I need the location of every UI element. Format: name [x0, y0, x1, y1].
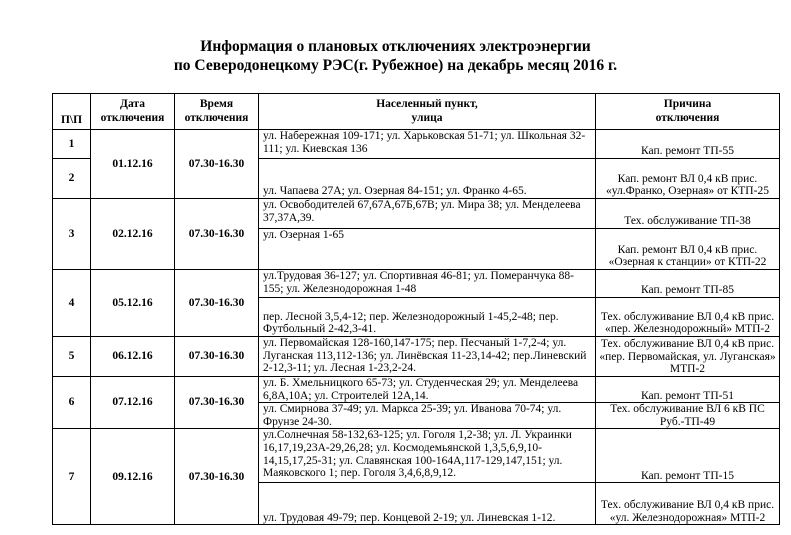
street-list: ул. Смирнова 37-49; ул. Маркса 25-39; ул. Иванова 70-74; ул. Фрунзе 24-30. — [259, 403, 596, 429]
outage-time: 07.30-16.30 — [175, 270, 259, 337]
table-header-row — [53, 94, 780, 130]
row-number: 5 — [53, 337, 91, 377]
row-number: 1 — [53, 130, 91, 159]
header-reason: Причина отключения — [596, 94, 780, 130]
street-list: ул. Озерная 1-65 — [259, 229, 596, 270]
header-time: Время отключения — [175, 94, 259, 130]
outage-date: 01.12.16 — [91, 130, 175, 199]
outage-date: 06.12.16 — [91, 337, 175, 377]
table-row — [53, 199, 780, 229]
outage-reason: Тех. обслуживание ВЛ 0,4 кВ прис. «ул. Железнодорожная» МТП-2 — [596, 483, 780, 525]
header-date: Дата отключения — [91, 94, 175, 130]
outage-reason: Тех. обслуживание ТП-38 — [596, 199, 780, 229]
header-number: П\П — [53, 94, 91, 130]
table-row — [53, 337, 780, 377]
table-row — [53, 130, 780, 159]
outage-time: 07.30-16.30 — [175, 337, 259, 377]
street-list: ул.Трудовая 36-127; ул. Спортивная 46-81; ул. Померанчука 88-155; ул. Железнодорожная 1-48 — [259, 270, 596, 298]
outage-reason: Тех. обслуживание ВЛ 0,4 кВ прис. «пер. Первомайская, ул. Луганская» МТП-2 — [596, 337, 780, 377]
street-list: ул. Чапаева 27А; ул. Озерная 84-151; ул. Франко 4-65. — [259, 159, 596, 199]
row-number: 4 — [53, 270, 91, 337]
outage-time: 07.30-16.30 — [175, 130, 259, 199]
outage-time: 07.30-16.30 — [175, 429, 259, 525]
street-list: ул. Трудовая 49-79; пер. Концевой 2-19; ул. Линевская 1-12. — [259, 483, 596, 525]
street-list: ул. Б. Хмельницкого 65-73; ул. Студенческая 29; ул. Менделеева 6,8А,10А; ул. Строителей 12А,14. — [259, 377, 596, 403]
outage-reason: Тех. обслуживание ВЛ 6 кВ ПС Руб.-ТП-49 — [596, 403, 780, 429]
outage-reason: Кап. ремонт ВЛ 0,4 кВ прис. «Озерная к станции» от КТП-22 — [596, 229, 780, 270]
street-list: ул. Освободителей 67,67А,67Б,67В; ул. Мира 38; ул. Менделеева 37,37А,39. — [259, 199, 596, 229]
street-list: пер. Лесной 3,5,4-12; пер. Железнодорожный 1-45,2-48; пер. Футбольный 2-42,3-41. — [259, 298, 596, 337]
outage-time: 07.30-16.30 — [175, 199, 259, 270]
outage-reason: Кап. ремонт ТП-15 — [596, 429, 780, 483]
outage-table — [52, 93, 780, 525]
outage-date: 09.12.16 — [91, 429, 175, 525]
document-title — [0, 37, 791, 75]
outage-date: 07.12.16 — [91, 377, 175, 429]
outage-reason: Кап. ремонт ТП-85 — [596, 270, 780, 298]
row-number: 2 — [53, 159, 91, 199]
table-row — [53, 270, 780, 298]
row-number: 3 — [53, 199, 91, 270]
title-line-1: Информация о плановых отключениях электроэнергии — [200, 38, 591, 55]
outage-date: 05.12.16 — [91, 270, 175, 337]
outage-reason: Кап. ремонт ТП-55 — [596, 130, 780, 159]
outage-reason: Кап. ремонт ВЛ 0,4 кВ прис. «ул.Франко, Озерная» от КТП-25 — [596, 159, 780, 199]
table-row — [53, 429, 780, 483]
outage-date: 02.12.16 — [91, 199, 175, 270]
table-row — [53, 377, 780, 403]
street-list: ул.Солнечная 58-132,63-125; ул. Гоголя 1,2-38; ул. Л. Украинки 16,17,19,23А-29,26,28; ул. Космодемьянской 1,3,5,6,9,10-14,15,17,25-31; ул. Славянская 100-164А,117-129,147,151; ул. Маяковского 1; пер. Гоголя 3,4,6,8,9,12. — [259, 429, 596, 483]
outage-time: 07.30-16.30 — [175, 377, 259, 429]
street-list: ул. Набережная 109-171; ул. Харьковская 51-71; ул. Школьная 32-111; ул. Киевская 136 — [259, 130, 596, 159]
street-list: ул. Первомайская 128-160,147-175; пер. Песчаный 1-7,2-4; ул. Луганская 113,112-136; ул. Линёвская 11-23,14-42; пер.Линевский 2-12,3-11; ул. Лесная 1-23,2-24. — [259, 337, 596, 377]
row-number: 6 — [53, 377, 91, 429]
outage-reason: Кап. ремонт ТП-51 — [596, 377, 780, 403]
header-location: Населенный пункт, улица — [259, 94, 596, 130]
outage-reason: Тех. обслуживание ВЛ 0,4 кВ прис. «пер. Железнодорожный» МТП-2 — [596, 298, 780, 337]
title-line-2: по Северодонецкому РЭС(г. Рубежное) на декабрь месяц 2016 г. — [173, 57, 618, 74]
row-number: 7 — [53, 429, 91, 525]
